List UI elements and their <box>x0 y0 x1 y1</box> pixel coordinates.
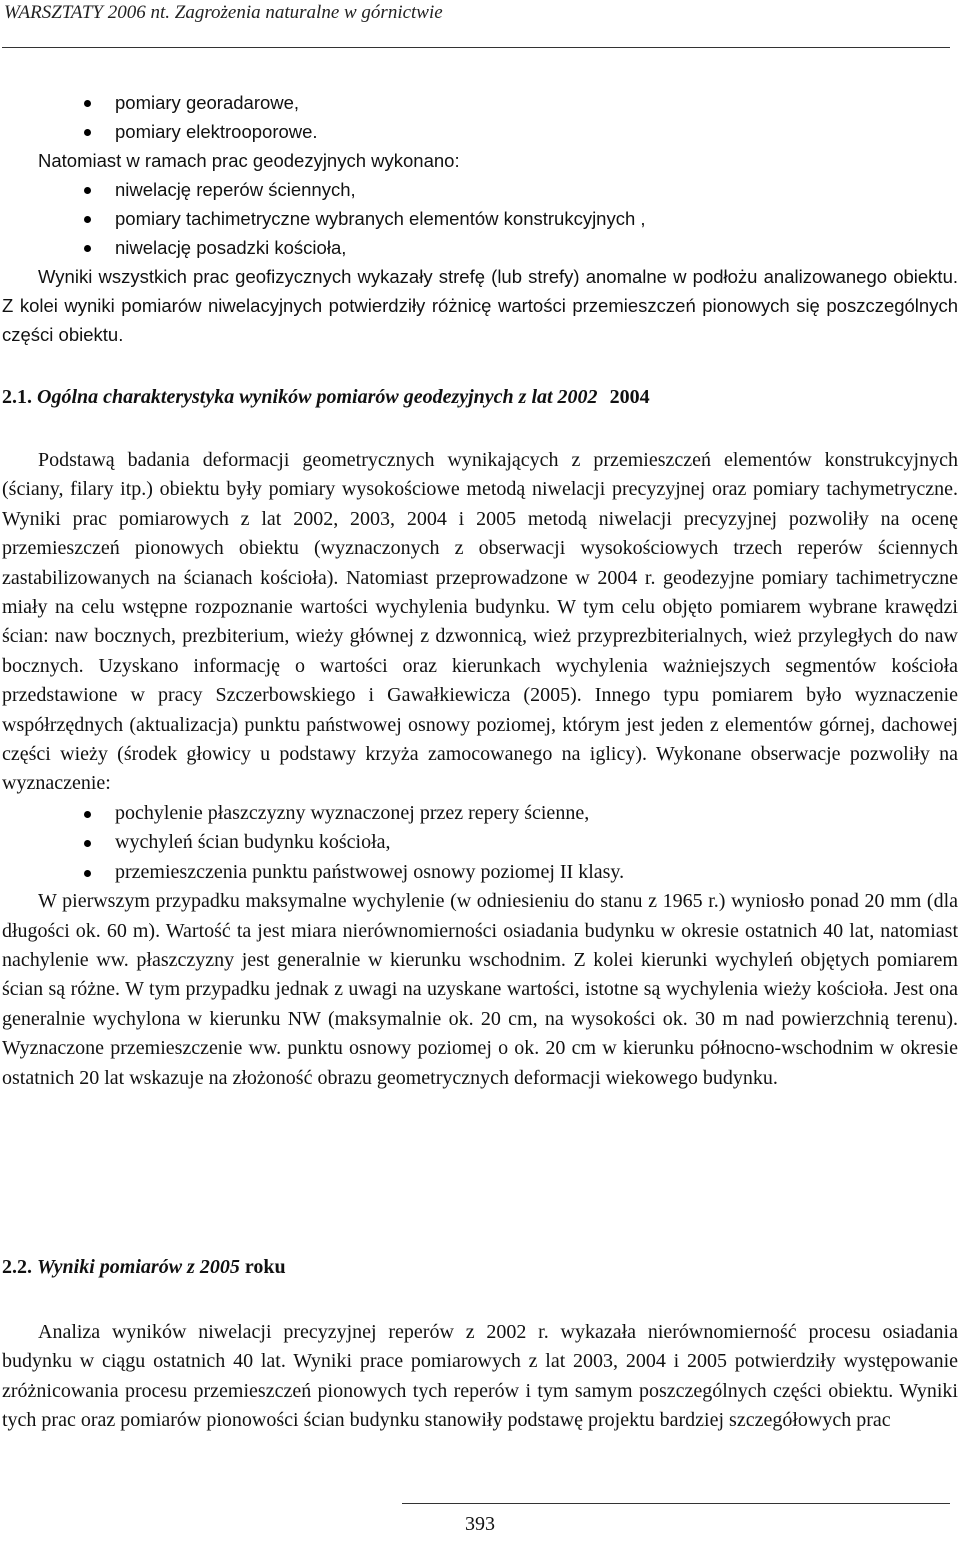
bullet-icon <box>84 245 91 252</box>
header-divider <box>2 47 950 48</box>
section-2-1-body <box>2 446 958 1093</box>
list-item: niwelację posadzki kościoła, <box>2 233 958 262</box>
bullet-icon <box>84 100 91 107</box>
list-item: pochylenie płaszczyzny wyznaczonej przez repery ścienne, <box>2 799 958 828</box>
section-2-2-paragraph-1: Analiza wyników niwelacji precyzyjnej reperów z 2002 r. wykazała nierównomierność procesu osiadania budynku w ciągu ostatnich 40 lat. Wyniki prace pomiarowych z lat 2003, 2004 i 2005 potwierdziły występowanie zróżnicowania procesu przemieszczeń pionowych tych reperów i tym samym poszczególnych części obiektu. Wyniki tych prac oraz pomiarów pionowości ścian budynku stanowiły podstawę projektu bardziej szczegółowych prac <box>2 1321 958 1432</box>
bullet-icon <box>84 216 91 223</box>
intro-section <box>2 88 958 349</box>
section-heading-2-1: 2.1. Ogólna charakterystyka wyników pomiarów geodezyjnych z lat 2002 2004 <box>2 386 650 408</box>
list-item: pomiary georadarowe, <box>2 88 958 117</box>
bullet-icon <box>84 811 91 818</box>
section-heading-2-2: 2.2. Wyniki pomiarów z 2005 roku <box>2 1256 286 1278</box>
section-2-2-body <box>2 1318 958 1436</box>
bullet-list-methods <box>2 88 958 146</box>
list-item: pomiary elektrooporowe. <box>2 117 958 146</box>
list-item: niwelację reperów ściennych, <box>2 175 958 204</box>
list-item: pomiary tachimetryczne wybranych elementów konstrukcyjnych , <box>2 204 958 233</box>
results-paragraph: Wyniki wszystkich prac geofizycznych wykazały strefę (lub strefy) anomalne w podłożu analizowanego obiektu. Z kolei wyniki pomiarów niwelacyjnych potwierdziły różnicę wartości przemieszczeń pionowych się poszczególnych części obiektu. <box>2 266 958 345</box>
bullet-icon <box>84 187 91 194</box>
running-header: WARSZTATY 2006 nt. Zagrożenia naturalne w górnictwie <box>4 2 443 23</box>
footer-divider <box>402 1503 950 1504</box>
bullet-icon <box>84 840 91 847</box>
list-item: wychyleń ścian budynku kościoła, <box>2 828 958 857</box>
bullet-list-geodesy <box>2 175 958 262</box>
geodesy-intro-line: Natomiast w ramach prac geodezyjnych wykonano: <box>38 150 460 171</box>
page-number: 393 <box>465 1513 495 1535</box>
list-item: przemieszczenia punktu państwowej osnowy poziomej II klasy. <box>2 858 958 887</box>
bullet-icon <box>84 870 91 877</box>
bullet-icon <box>84 129 91 136</box>
section-2-1-paragraph-1: Podstawą badania deformacji geometrycznych wynikających z przemieszczeń elementów konstrukcyjnych (ściany, filary itp.) obiektu były pomiary wysokościowe metodą niwelacji precyzyjnej oraz pomiary tachymetryczne. Wyniki prac pomiarowych z lat 2002, 2003, 2004 i 2005 metodą niwelacji precyzyjnej pozwoliły na ocenę przemieszczeń pionowych obiektu (wyznaczonych z obserwacji wysokościowych trzech reperów ściennych zastabilizowanych na ścianach kościoła). Natomiast przeprowadzone w 2004 r. geodezyjne pomiary tachimetryczne miały na celu wstępne rozpoznanie wartości wychylenia budynku. W tym celu objęto pomiarem wybrane krawędzi ścian: naw bocznych, prezbiterium, wieży głównej z dzwonnicą, wież przyprezbiterialnych, wież przyległych do naw bocznych. Uzyskano informację o wartości oraz kierunkach wychylenia ważniejszych segmentów kościoła przedstawione w pracy Szczerbowskiego i Gawałkiewicza (2005). Innego typu pomiarem było wyznaczenie współrzędnych (aktualizacja) punktu państwowej osnowy poziomej, którym jest jeden z elementów górnej, dachowej części wieży (środek głowicy u podstawy krzyża zamocowanego na iglicy). Wykonane obserwacje pozwoliły na wyznaczenie: <box>2 449 958 795</box>
section-2-1-paragraph-2: W pierwszym przypadku maksymalne wychylenie (w odniesieniu do stanu z 1965 r.) wyniosło ponad 20 mm (dla długości ok. 60 m). Wartość ta jest miara nierównomierności osiadania budynku w okresie ostatnich 40 lat, natomiast nachylenie ww. płaszczyzny jest generalnie w kierunku wschodnim. Z kolei kierunki wychyleń objętych pomiarem ścian są różne. W tym przypadku jednak z uwagi na uzyskane wartości, istotne są wychylenia wieży kościoła. Jest ona generalnie wychylona w kierunku NW (maksymalnie ok. 20 cm, na wysokości ok. 30 m nad powierzchnią terenu). Wyznaczone przemieszczenie ww. punktu osnowy poziomej o ok. 20 cm w kierunku północno-wschodnim w okresie ostatnich 20 lat wskazuje na złożoność obrazu geometrycznych deformacji wiekowego budynku. <box>2 890 958 1089</box>
bullet-list-observations <box>2 799 958 887</box>
